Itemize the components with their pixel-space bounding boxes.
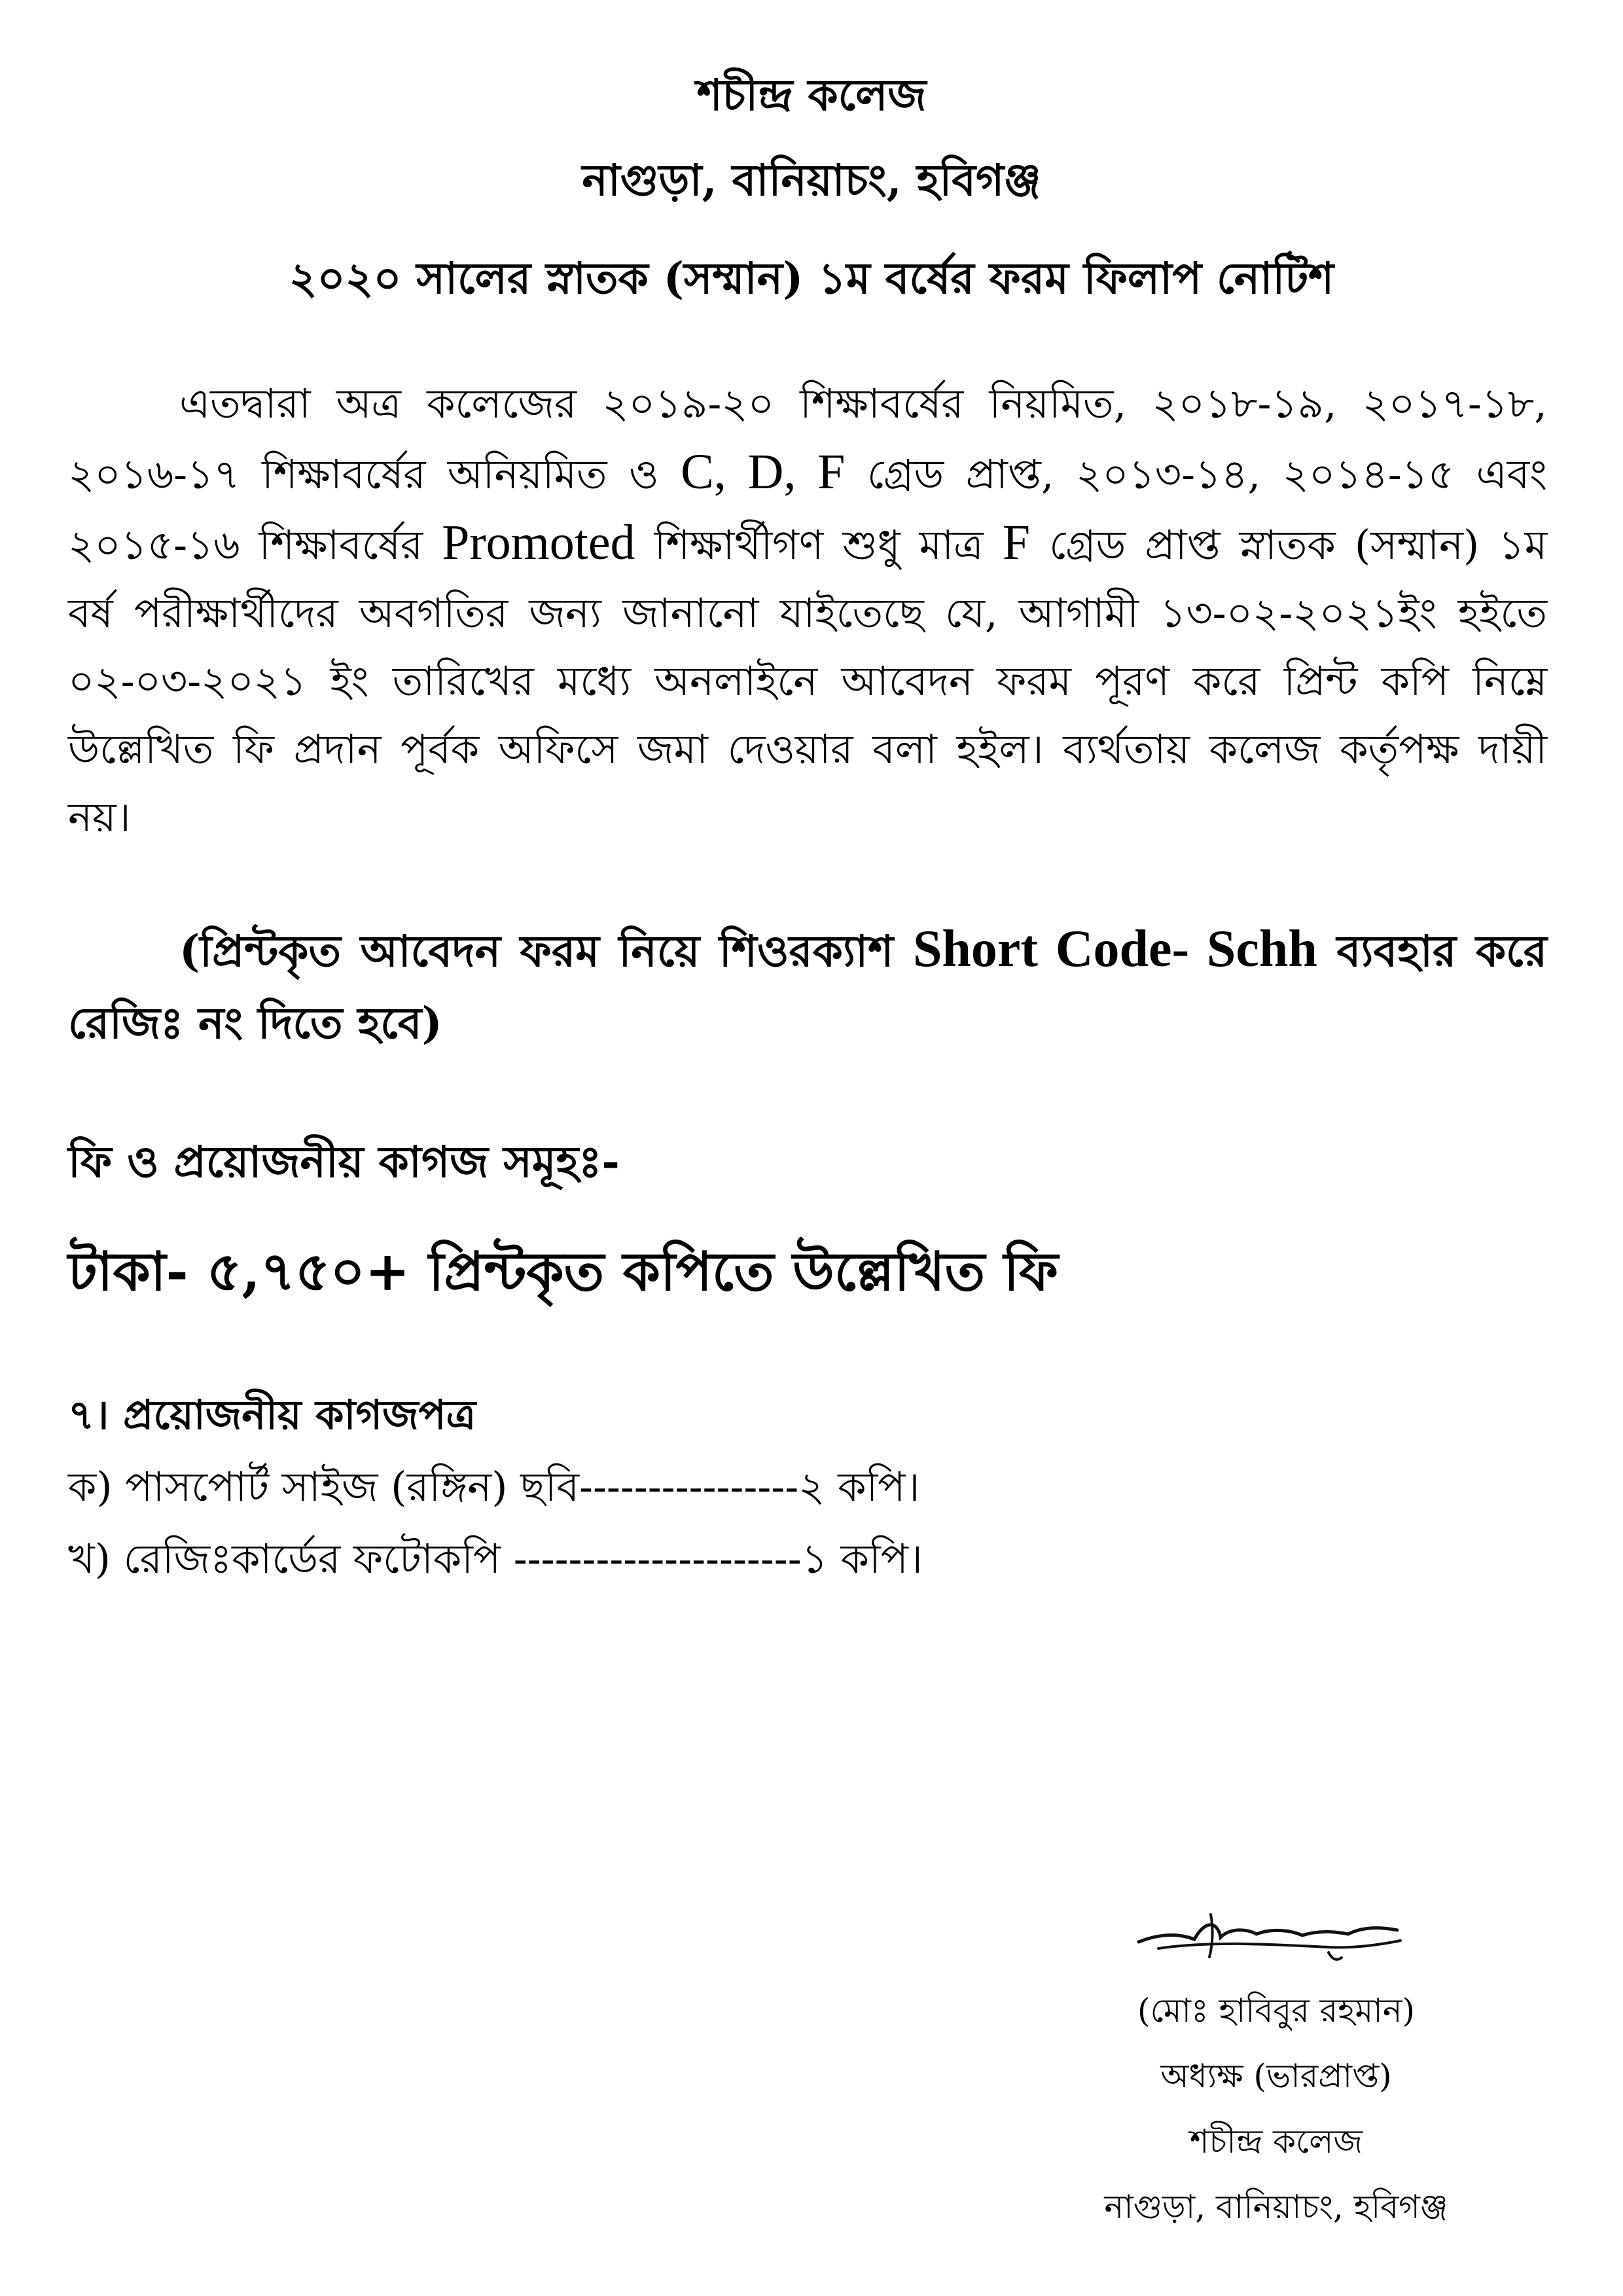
document-item-reg-card: খ) রেজিঃকার্ডের ফটোকপি ---------------------১ কপি। [68,1535,923,1583]
signatory-title: অধ্যক্ষ (ভারপ্রাপ্ত) [1160,2057,1392,2095]
instruction-part-1: (প্রিন্টকৃত আবেদন ফরম নিয়ে শিওরক্যাশ [179,925,913,977]
document-item-photo: ক) পাসপোর্ট সাইজ (রঙ্গিন) ছবি----------------২ কপি। [68,1463,920,1511]
fee-heading: ফি ও প্রয়োজনীয় কাগজ সমূহঃ- [68,1136,620,1187]
instruction-paragraph [68,913,1547,1059]
signatory-address: নাগুড়া, বানিয়াচং, হবিগঞ্জ [1104,2188,1448,2226]
notice-body-paragraph [68,370,1547,852]
required-documents-heading: ৭। প্রয়োজনীয় কাগজপত্র [68,1391,476,1439]
notice-title: ২০২০ সালের স্নাতক (সম্মান) ১ম বর্ষের ফরম ফিলাপ নোটিশ [289,253,1334,304]
signatory-college: শচীন্দ্র কলেজ [1189,2123,1363,2161]
grade-f-text: F [1002,515,1030,570]
college-name: শচীন্দ্র কলেজ [696,69,927,120]
signatory-name: (মোঃ হাবিবুর রহমান) [1137,1992,1416,2030]
body-text-part-4: গ্রেড প্রাপ্ত স্নাতক (সম্মান) ১ম বর্ষ পরীক্ষার্থীদের অবগতির জন্য জানানো যাইতেছে যে, আগামী ১৩-০২-২০২১ইং হইতে ০২-০৩-২০২১ ইং তারিখের মধ্যে অনলাইনে আবেদন ফরম পূরণ করে প্রিন্ট কপি নিম্নে উল্লেখিত ফি প্রদান পূর্বক অফিসে জমা দেওয়ার বলা হইল। ব্যর্থতায় কলেজ কর্তৃপক্ষ দায়ী নয়। [68,521,1547,841]
body-text-part-2: গ্রেড প্রাপ্ত, ২০১৩-১৪, ২০১৪-১৫ এবং ২০১৫-১৬ শিক্ষাবর্ষের [68,450,1547,569]
short-code-text: Short Code- Schh [912,920,1317,978]
grades-text: C, D, F [681,444,846,499]
fee-amount: টাকা- ৫,৭৫০+ প্রিন্টকৃত কপিতে উল্লেখিত ফি [68,1240,1059,1303]
instruction-part-2: ব্যবহার করে রেজিঃ নং দিতে হবে) [68,925,1548,1049]
college-address: নাগুড়া, বানিয়াচং, হবিগঞ্জ [582,154,1041,206]
handwritten-signature [1132,1901,1407,1973]
promoted-text: Promoted [442,515,635,570]
body-text-part-1: এতদ্বারা অত্র কলেজের ২০১৯-২০ শিক্ষাবর্ষের নিয়মিত, ২০১৮-১৯, ২০১৭-১৮, ২০১৬-১৭ শিক্ষাবর্ষের অনিয়মিত ও [68,380,1547,498]
body-text-part-3: শিক্ষার্থীগণ শুধু মাত্র [635,521,1003,569]
